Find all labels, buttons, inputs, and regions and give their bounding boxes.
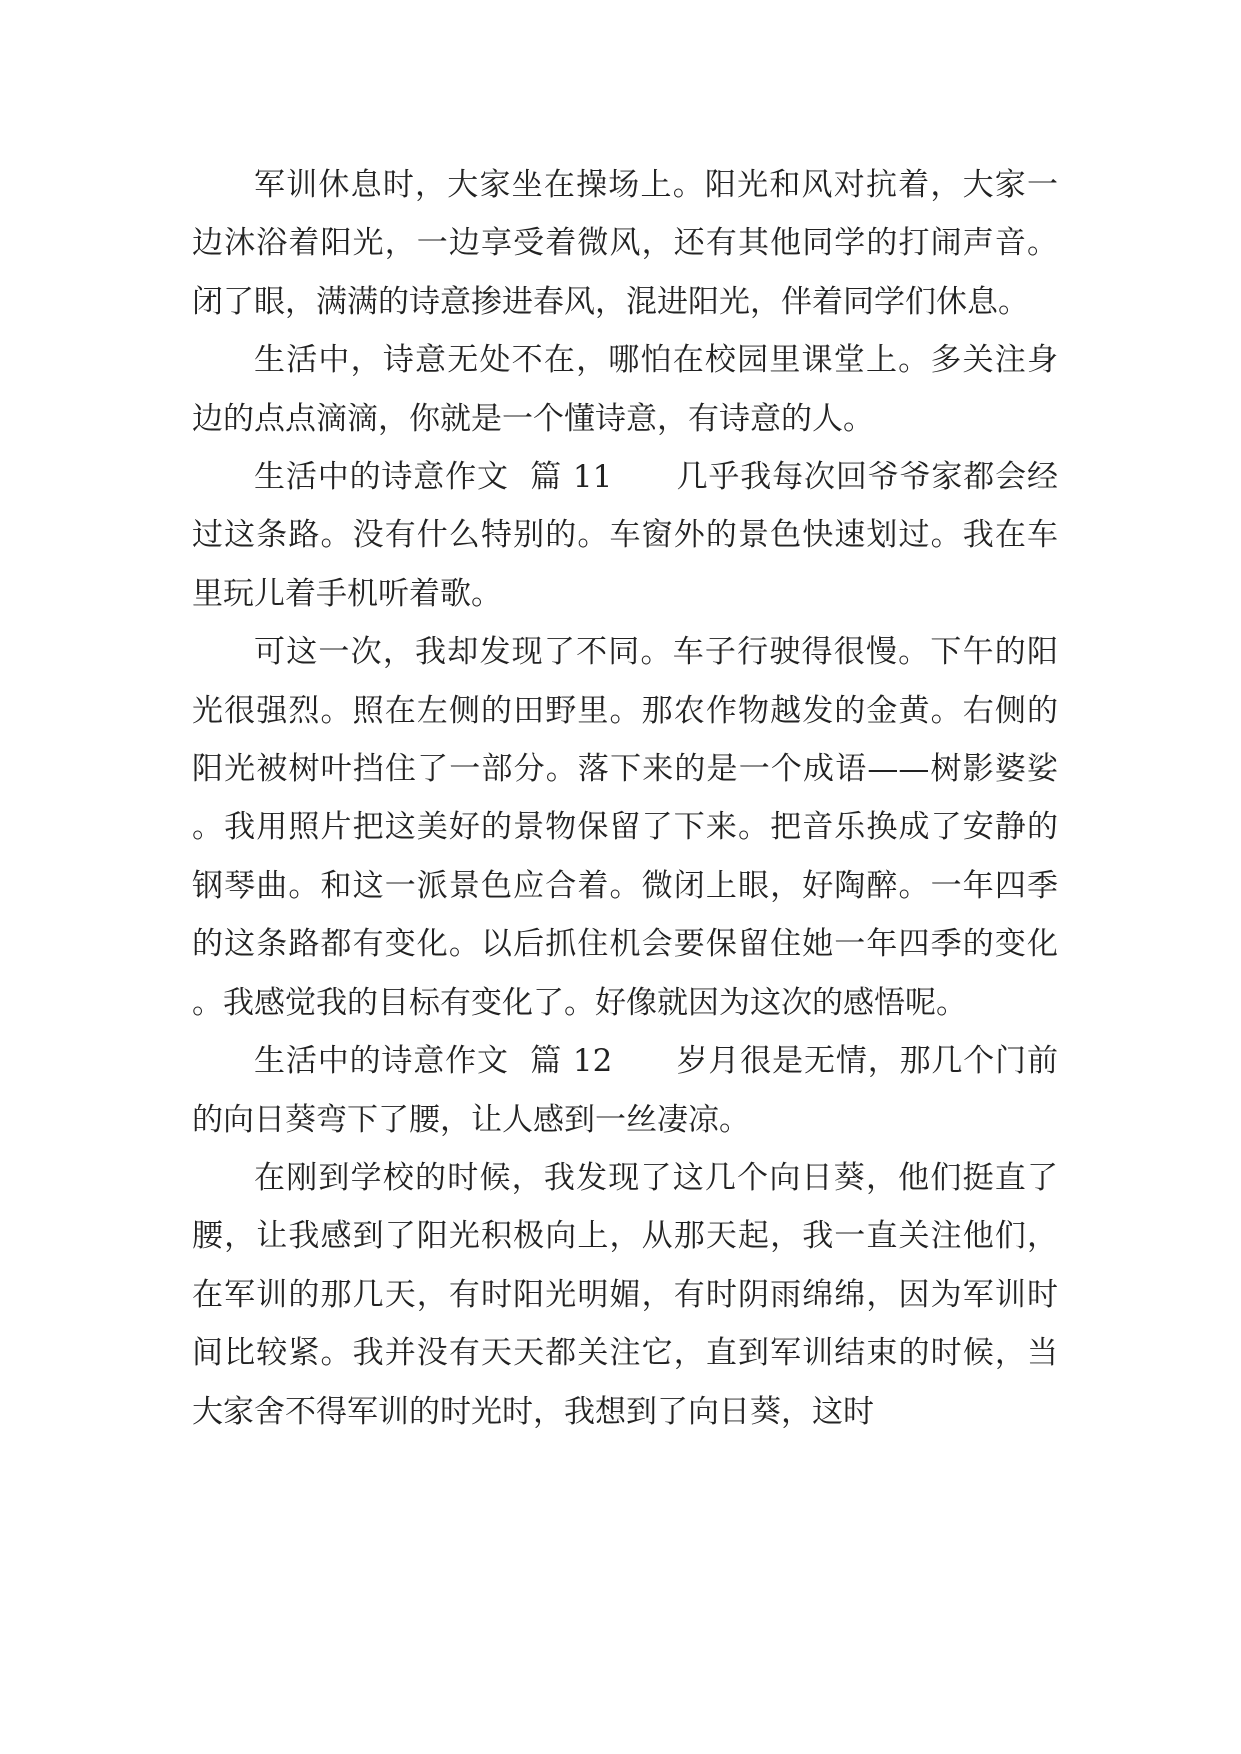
paragraph-poetry-everywhere: 生活中，诗意无处不在，哪怕在校园里课堂上。多关注身边的点点滴滴，你就是一个懂诗意，有诗意的人。 — [192, 342, 1058, 437]
paragraph-military-rest: 军训休息时，大家坐在操场上。阳光和风对抗着，大家一边沐浴着阳光，一边享受着微风，还有其他同学的打闹声音。闭了眼，满满的诗意掺进春风，混进阳光，伴着同学们休息。 — [192, 167, 1058, 320]
heading-gap — [612, 1043, 676, 1079]
section-11-lead: 几乎我每次回爷爷家都会经过这条路。没有什么特别的。车窗外的景色快速划过。我在车里玩儿着手机听着歌。 — [192, 459, 1059, 612]
section-12-lead: 岁月很是无情，那几个门前的向日葵弯下了腰，让人感到一丝凄凉。 — [192, 1043, 1059, 1138]
paragraph-road-scenery: 可这一次，我却发现了不同。车子行驶得很慢。下午的阳光很强烈。照在左侧的田野里。那农作物越发的金黄。右侧的阳光被树叶挡住了一部分。落下来的是一个成语——树影婆娑。我用照片把这美好的景物保留了下来。把音乐换成了安静的钢琴曲。和这一派景色应合着。微闭上眼，好陶醉。一年四季的这条路都有变化。以后抓住机会要保留住她一年四季的变化。我感觉我的目标有变化了。好像就因为这次的感悟呢。 — [192, 634, 1058, 1021]
heading-gap — [612, 459, 676, 495]
section-11-heading: 生活中的诗意作文 篇 11 — [254, 459, 613, 496]
section-11-paragraph — [192, 448, 1058, 623]
paragraph-sunflowers: 在刚到学校的时候，我发现了这几个向日葵，他们挺直了腰，让我感到了阳光积极向上，从那天起，我一直关注他们，在军训的那几天，有时阳光明媚，有时阴雨绵绵，因为军训时间比较紧。我并没有天天都关注它，直到军训结束的时候，当大家舍不得军训的时光时，我想到了向日葵，这时 — [192, 1159, 1058, 1430]
section-12-heading: 生活中的诗意作文 篇 12 — [254, 1043, 613, 1080]
section-12-paragraph — [192, 1032, 1058, 1149]
document-body — [192, 156, 1058, 1441]
